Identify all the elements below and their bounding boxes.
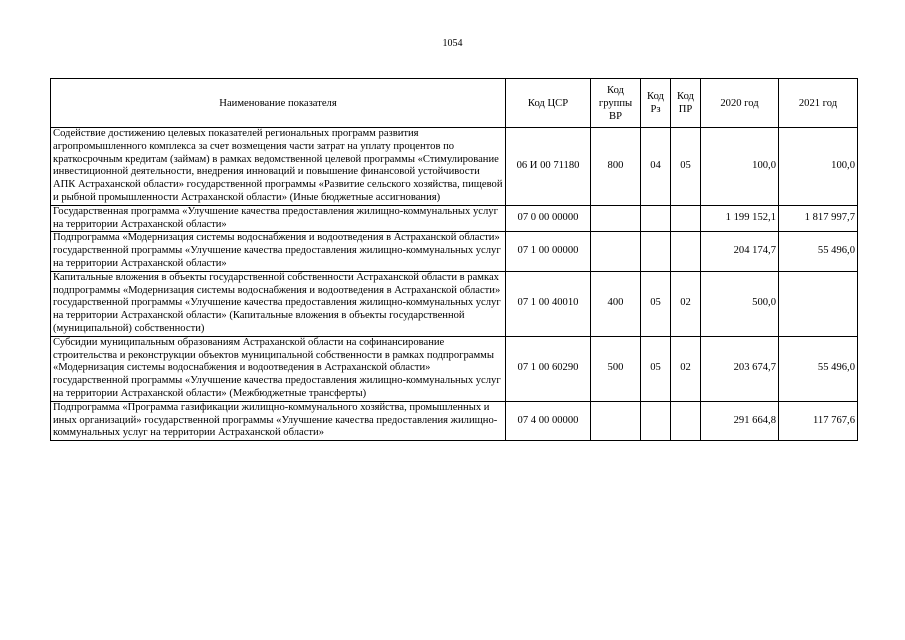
row-rz: [641, 401, 671, 440]
table-row: [51, 271, 858, 336]
row-rz: 05: [641, 271, 671, 336]
row-csr: 07 1 00 40010: [506, 271, 591, 336]
header-rz-line: Код: [647, 91, 664, 102]
table-header-row: [51, 79, 858, 128]
row-vr: 500: [591, 336, 641, 401]
header-2021: 2021 год: [779, 79, 858, 128]
row-2021: 55 496,0: [779, 232, 858, 271]
row-name: Субсидии муниципальным образованиям Астраханской области на софинансирование строительства и реконструкции объектов муниципальной собственности в рамках подпрограммы «Модернизация системы водоснабжения и водоотведения в Астраханской области» государственной программы «Улучшение качества предоставления жилищно-коммунальных услуг на территории Астраханской области» (Межбюджетные трансферты): [51, 336, 506, 401]
row-rz: 04: [641, 128, 671, 206]
header-vr: [591, 79, 641, 128]
header-pr-line: Код: [677, 91, 694, 102]
header-2020: 2020 год: [701, 79, 779, 128]
row-2020: 1 199 152,1: [701, 205, 779, 232]
header-rz: [641, 79, 671, 128]
row-2020: 500,0: [701, 271, 779, 336]
header-pr: [671, 79, 701, 128]
table-row: [51, 128, 858, 206]
page-number: 1054: [442, 38, 463, 49]
row-name: Подпрограмма «Программа газификации жилищно-коммунального хозяйства, промышленных и иных организаций» государственной программы «Улучшение качества предоставления жилищно-коммунальных услуг на территории Астраханской области»: [51, 401, 506, 440]
row-csr: 07 1 00 60290: [506, 336, 591, 401]
header-vr-line: ВР: [609, 110, 622, 122]
row-2021: 55 496,0: [779, 336, 858, 401]
row-2021: 117 767,6: [779, 401, 858, 440]
row-pr: 02: [671, 271, 701, 336]
header-pr-line: ПР: [678, 104, 693, 115]
header-rz-line: Рз: [650, 104, 661, 115]
row-2020: 203 674,7: [701, 336, 779, 401]
row-2021: 100,0: [779, 128, 858, 206]
row-vr: 800: [591, 128, 641, 206]
row-csr: 07 1 00 00000: [506, 232, 591, 271]
row-pr: [671, 205, 701, 232]
row-name: Государственная программа «Улучшение качества предоставления жилищно-коммунальных услуг на территории Астраханской области»: [51, 205, 506, 232]
budget-table: [50, 78, 858, 441]
row-csr: 07 4 00 00000: [506, 401, 591, 440]
row-2020: 204 174,7: [701, 232, 779, 271]
table-row: [51, 205, 858, 232]
header-vr-line: Код: [607, 84, 624, 96]
table-row: [51, 232, 858, 271]
row-2021: [779, 271, 858, 336]
row-pr: [671, 401, 701, 440]
row-vr: [591, 232, 641, 271]
row-csr: 06 И 00 71180: [506, 128, 591, 206]
row-pr: 02: [671, 336, 701, 401]
row-vr: [591, 205, 641, 232]
row-2020: 291 664,8: [701, 401, 779, 440]
row-pr: [671, 232, 701, 271]
row-rz: 05: [641, 336, 671, 401]
row-rz: [641, 232, 671, 271]
row-name: Капитальные вложения в объекты государственной собственности Астраханской области в рамках подпрограммы «Модернизация системы водоснабжения и водоотведения в Астраханской области» государственной программы «Улучшение качества предоставления жилищно-коммунальных услуг на территории Астраханской области» (Капитальные вложения в объекты государственной (муниципальной) собственности): [51, 271, 506, 336]
row-pr: 05: [671, 128, 701, 206]
row-vr: [591, 401, 641, 440]
row-2020: 100,0: [701, 128, 779, 206]
table-row: [51, 401, 858, 440]
header-csr: Код ЦСР: [506, 79, 591, 128]
row-csr: 07 0 00 00000: [506, 205, 591, 232]
row-rz: [641, 205, 671, 232]
row-2021: 1 817 997,7: [779, 205, 858, 232]
row-name: Подпрограмма «Модернизация системы водоснабжения и водоотведения в Астраханской области» государственной программы «Улучшение качества предоставления жилищно-коммунальных услуг на территории Астраханской области»: [51, 232, 506, 271]
row-vr: 400: [591, 271, 641, 336]
table-row: [51, 336, 858, 401]
row-name: Содействие достижению целевых показателей региональных программ развития агропромышленного комплекса за счет возмещения части затрат на уплату процентов по краткосрочным кредитам (займам) в рамках ведомственной целевой программы «Стимулирование инвестиционной деятельности, внедрения инноваций и повышение финансовой устойчивости АПК Астраханской области» государственной программы «Развитие сельского хозяйства, пищевой и рыбной промышленности Астраханской области» (Иные бюджетные ассигнования): [51, 128, 506, 206]
header-name: Наименование показателя: [51, 79, 506, 128]
header-vr-line: группы: [598, 97, 633, 109]
